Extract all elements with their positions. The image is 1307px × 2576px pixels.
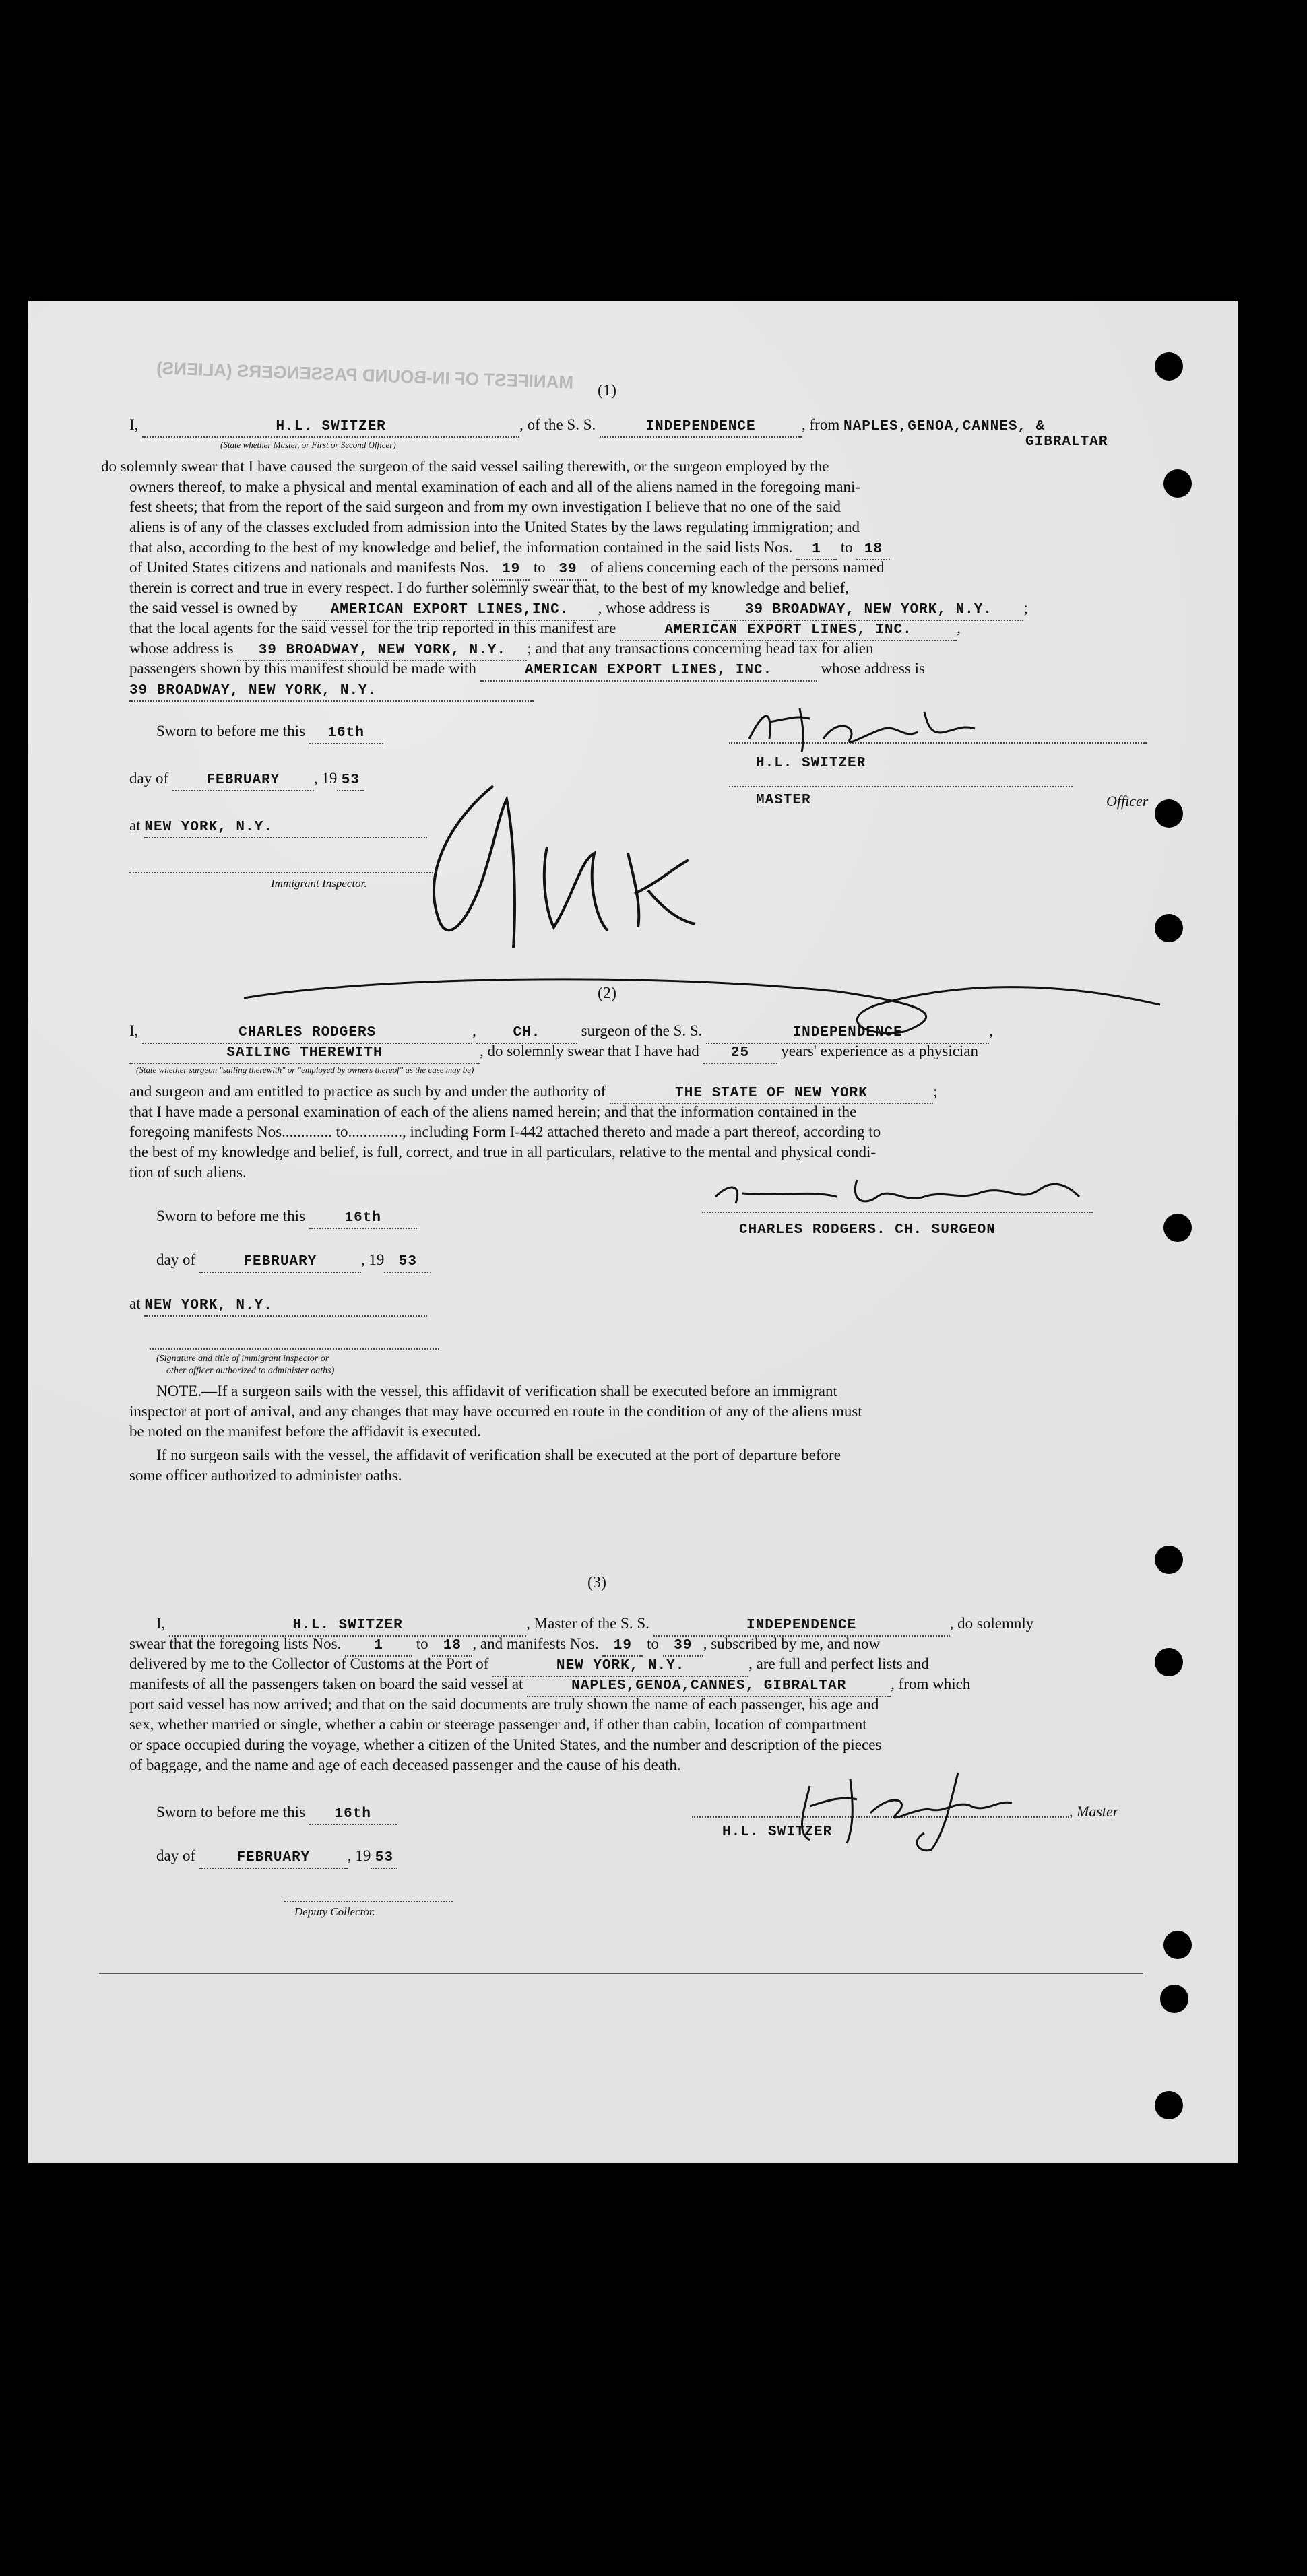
section2-text: foregoing manifests Nos............. to.............., including Form I-442 attached thereto and made a part thereof, according to	[129, 1123, 881, 1140]
section1-text: therein is correct and true in every respect. I do further solemnly swear that, to the best of my knowledge and belief,	[129, 579, 849, 596]
agent-field: AMERICAN EXPORT LINES, INC.	[620, 621, 957, 641]
manifest-from-field: 19	[602, 1637, 643, 1657]
master-name-field: H.L. SWITZER	[142, 418, 519, 438]
note-text: be noted on the manifest before the affidavit is executed.	[129, 1423, 481, 1440]
binding-hole	[1155, 799, 1183, 828]
binding-hole	[1155, 352, 1183, 381]
sworn-place-line: at NEW YORK, N.Y.	[129, 816, 427, 838]
surgeon-name-field: CHARLES RODGERS	[142, 1024, 472, 1044]
section3-line3: delivered by me to the Collector of Customs at the Port of NEW YORK, N.Y. , are full and perfect lists and	[129, 1655, 929, 1677]
section1-text: aliens is of any of the classes excluded from admission into the United States by the laws regulating immigration; and	[129, 519, 860, 535]
section2-text: that I have made a personal examination of each of the aliens named herein; and that the information contained in the	[129, 1103, 857, 1120]
list-to-field: 18	[432, 1637, 472, 1657]
binding-hole	[1163, 469, 1192, 498]
taxpayer-field: AMERICAN EXPORT LINES, INC.	[480, 661, 817, 682]
binding-hole	[1160, 1985, 1188, 2013]
microfilm-border-top	[0, 0, 1307, 296]
binding-hole	[1155, 1546, 1183, 1574]
master-signature	[742, 698, 985, 759]
section2-text: tion of such aliens.	[129, 1164, 247, 1181]
list-from-field: 1	[345, 1637, 412, 1657]
binding-hole	[1155, 2091, 1183, 2119]
signature-caption: other officer authorized to administer oaths)	[166, 1366, 335, 1376]
section1-text: do solemnly swear that I have caused the surgeon of the said vessel sailing therewith, or the surgeon employed by the	[101, 458, 829, 475]
note-text: If no surgeon sails with the vessel, the affidavit of verification shall be executed at the port of departure before	[156, 1447, 841, 1463]
inspector-initials	[379, 772, 817, 975]
master-name-field: H.L. SWITZER	[169, 1616, 526, 1637]
section1-text: passengers shown by this manifest should be made with AMERICAN EXPORT LINES, INC. whose address is	[129, 659, 925, 682]
sworn-day-field: 16th	[309, 724, 383, 744]
sworn-place-field: NEW YORK, N.Y.	[144, 818, 427, 838]
sworn-date-line: day of FEBRUARY , 19 53	[129, 769, 364, 791]
sworn-year-field: 53	[384, 1253, 431, 1273]
binding-hole	[1163, 1214, 1192, 1242]
section3-text: or space occupied during the voyage, whether a citizen of the United States, and the number and description of the pieces	[129, 1736, 882, 1753]
master-label: , Master	[1069, 1803, 1119, 1820]
sworn-place-line: at NEW YORK, N.Y.	[129, 1294, 427, 1317]
officer-label: Officer	[1106, 793, 1149, 810]
section2-text: the best of my knowledge and belief, is full, correct, and true in all particulars, relative to the mental and physical condi-	[129, 1144, 876, 1160]
section1-line1: I, H.L. SWITZER , of the S. S. INDEPENDENCE , from NAPLES,GENOA,CANNES, &	[129, 416, 1045, 438]
master-signature	[769, 1759, 1073, 1860]
section1-text: the said vessel is owned by AMERICAN EXPORT LINES,INC. , whose address is 39 BROADWAY, NEW YORK, N.Y. ;	[129, 599, 1028, 621]
surgeon-signature	[702, 1170, 1106, 1220]
sworn-day-field: 16th	[309, 1805, 397, 1825]
list-to-field: 18	[856, 540, 890, 560]
section2-line3: and surgeon and am entitled to practice as such by and under the authority of THE STATE OF NEW YORK ;	[129, 1082, 937, 1104]
section1-text: owners thereof, to make a physical and mental examination of each and all of the aliens named in the foregoing mani-	[129, 478, 861, 495]
ports-from-field: NAPLES,GENOA,CANNES, GIBRALTAR	[527, 1677, 891, 1697]
binding-hole	[1155, 914, 1183, 942]
sailing-hint: (State whether surgeon "sailing therewith" or "employed by owners thereof" as the case may be)	[136, 1065, 474, 1075]
agent-address-field: 39 BROADWAY, NEW YORK, N.Y.	[237, 641, 527, 661]
signature-caption: (Signature and title of immigrant inspector or	[156, 1354, 329, 1364]
sworn-month-field: FEBRUARY	[199, 1253, 361, 1273]
bleed-through-heading: MANIFEST OF IN-BOUND PASSENGERS (ALIENS)	[156, 358, 574, 393]
surgeon-vessel-field: INDEPENDENCE	[706, 1024, 989, 1044]
sworn-date-line: day of FEBRUARY , 19 53	[156, 1251, 431, 1273]
manifest-from-field: 19	[492, 560, 530, 581]
manifest-page	[28, 301, 1238, 2163]
bottom-rule	[99, 1973, 1143, 1974]
sworn-month-field: FEBRUARY	[199, 1849, 348, 1869]
sworn-line: Sworn to before me this 16th	[156, 1803, 397, 1825]
manifest-to-field: 39	[663, 1637, 703, 1657]
sworn-line: Sworn to before me this 16th	[156, 722, 383, 744]
from-ports-field: NAPLES,GENOA,CANNES, &	[843, 419, 1046, 434]
section1-text: fest sheets; that from the report of the said surgeon and from my own investigation I believe that no one of the said	[129, 498, 841, 515]
sworn-year-field: 53	[371, 1849, 397, 1869]
deputy-label: Deputy Collector.	[294, 1905, 375, 1918]
role-hint: (State whether Master, or First or Second Officer)	[220, 440, 396, 450]
section3-text: sex, whether married or single, whether a cabin or steerage passenger and, if other than cabin, location of compartment	[129, 1716, 867, 1733]
owner-field: AMERICAN EXPORT LINES,INC.	[302, 601, 598, 621]
vessel-field: INDEPENDENCE	[600, 418, 802, 438]
surgeon-rank-field: CH.	[476, 1024, 577, 1044]
sworn-year-field: 53	[337, 771, 364, 791]
section3-line2: swear that the foregoing lists Nos. 1 to 18 , and manifests Nos. 19 to 39 , subscribed by me, and now	[129, 1634, 880, 1657]
note-text: NOTE.—If a surgeon sails with the vessel, this affidavit of verification shall be executed before an immigrant	[156, 1383, 837, 1399]
signer-title: MASTER	[756, 793, 811, 808]
section3-text: port said vessel has now arrived; and that on the said documents are truly shown the name of each passenger, his age and	[129, 1696, 879, 1713]
section1-text: whose address is 39 BROADWAY, NEW YORK, N.Y. ; and that any transactions concerning head tax for alien	[129, 639, 873, 661]
section-number: (1)	[598, 382, 616, 399]
section2-line1: I, CHARLES RODGERS , CH. surgeon of the S. S. INDEPENDENCE ,	[129, 1022, 993, 1044]
section3-line1: I, H.L. SWITZER , Master of the S. S. INDEPENDENCE , do solemnly	[156, 1614, 1033, 1637]
port-field: NEW YORK, N.Y.	[492, 1657, 748, 1677]
owner-address-field: 39 BROADWAY, NEW YORK, N.Y.	[713, 601, 1023, 621]
section1-text	[129, 680, 534, 702]
sworn-day-field: 16th	[309, 1209, 417, 1229]
section3-line4: manifests of all the passengers taken on board the said vessel at NAPLES,GENOA,CANNES, GIBRALTAR , from which	[129, 1675, 970, 1697]
note-text: inspector at port of arrival, and any changes that may have occurred en route in the condition of any of the aliens must	[129, 1403, 862, 1420]
years-field: 25	[703, 1044, 777, 1064]
deputy-signature-line	[284, 1901, 453, 1902]
section1-text: that the local agents for the said vessel for the trip reported in this manifest are AMERICAN EXPORT LINES, INC. ,	[129, 619, 961, 641]
officer-signature-line	[150, 1348, 439, 1350]
vessel-field: INDEPENDENCE	[654, 1616, 950, 1637]
section2-line2: SAILING THEREWITH , do solemnly swear that I have had 25 years' experience as a physician	[129, 1042, 978, 1064]
section1-text: that also, according to the best of my knowledge and belief, the information contained in the said lists Nos. 1 to 18	[129, 538, 890, 560]
sworn-place-field: NEW YORK, N.Y.	[144, 1296, 427, 1317]
manifest-to-field: 39	[550, 560, 587, 581]
sworn-line: Sworn to before me this 16th	[156, 1207, 417, 1229]
list-from-field: 1	[796, 540, 837, 560]
signer-name: H.L. SWITZER	[722, 1824, 833, 1840]
surgeon-signer: CHARLES RODGERS. CH. SURGEON	[739, 1222, 996, 1238]
note-text: some officer authorized to administer oaths.	[129, 1467, 402, 1484]
section-number: (3)	[587, 1574, 606, 1591]
authority-field: THE STATE OF NEW YORK	[610, 1084, 933, 1104]
section3-text: of baggage, and the name and age of each deceased passenger and the cause of his death.	[129, 1756, 681, 1773]
binding-hole	[1163, 1931, 1192, 1959]
sworn-date-line: day of FEBRUARY , 19 53	[156, 1847, 397, 1869]
binding-hole	[1155, 1648, 1183, 1676]
taxpayer-address-field: 39 BROADWAY, NEW YORK, N.Y.	[129, 682, 534, 702]
section-number: (2)	[598, 985, 616, 1002]
inspector-label: Immigrant Inspector.	[271, 877, 367, 890]
from-ports-field-2: GIBRALTAR	[1025, 434, 1108, 450]
signer-name: H.L. SWITZER	[756, 756, 866, 771]
sworn-month-field: FEBRUARY	[172, 771, 314, 791]
section1-text: of United States citizens and nationals and manifests Nos. 19 to 39 of aliens concerning each of the persons named	[129, 558, 884, 581]
sailing-field: SAILING THEREWITH	[129, 1044, 480, 1064]
